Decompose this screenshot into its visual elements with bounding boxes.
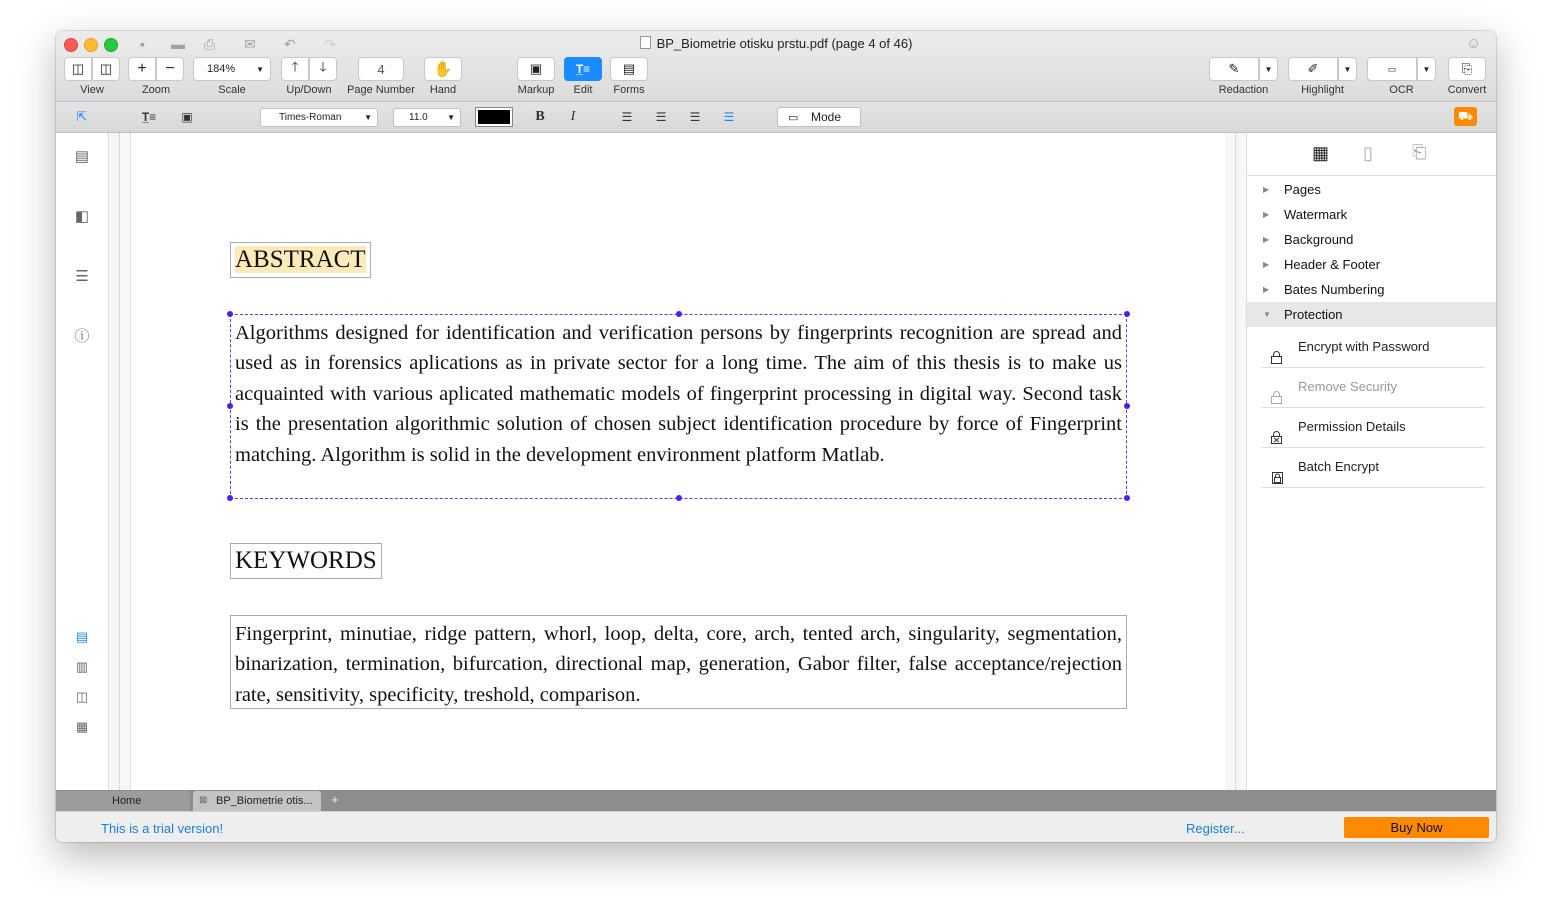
document-tab-bar	[56, 790, 1496, 811]
resize-handle[interactable]	[1124, 403, 1130, 409]
chevron-down-icon: ▼	[256, 64, 264, 74]
open-folder-icon[interactable]: ▬	[171, 36, 185, 52]
ocr-icon: ▭	[1387, 63, 1397, 74]
unlock-icon	[1271, 380, 1282, 393]
keywords-text-box[interactable]	[230, 615, 1127, 709]
hand-label: Hand	[429, 84, 457, 96]
scale-label: Scale	[218, 84, 246, 96]
disclosure-arrow-icon: ▶	[1263, 185, 1270, 194]
forms-icon: ▤	[622, 61, 636, 76]
panel-item-bates-numbering[interactable]	[1247, 277, 1496, 302]
thumbnails-icon[interactable]: ▤	[74, 148, 90, 165]
panel-item-label: Bates Numbering	[1284, 282, 1385, 297]
resize-handle[interactable]	[676, 495, 682, 501]
abstract-text-box[interactable]	[230, 314, 1127, 499]
print-icon[interactable]: ⎙	[204, 36, 216, 52]
scale-value: 184%	[207, 63, 236, 75]
redaction-dropdown[interactable]: ▼	[1259, 57, 1278, 81]
keywords-text: Fingerprint, minutiae, ridge pattern, whorl, loop, delta, core, arch, tented arch, singularity, segmentation, binarization, termination, bifurcation, directional map, generation, Gabor filter, false acceptance/rejection rate, sensitivity, specificity, treshold, comparison.	[235, 623, 1122, 706]
edit-text-icon: T̲≡	[575, 62, 591, 76]
batch-encrypt-label: Batch Encrypt	[1298, 459, 1379, 474]
abstract-text: Algorithms designed for identification and verification persons by fingerprints recognition are spread and used as in forensics aplications as in private sector for a long time. The aim of this thesis is to make us acquainted with various aplicated mathematic models of fingerprint processing in digital way. Second task is the presentation algorithmic solution of chosen subject identification procedure by force of Fingerprint matching. Algorithm is solid in the development environment platform Matlab.	[235, 322, 1122, 466]
page-number-input[interactable]: 4	[358, 57, 404, 81]
two-page-mode-icon[interactable]: ◫	[75, 689, 89, 704]
toolbar	[56, 31, 1496, 102]
mode-label: Mode	[811, 110, 842, 124]
outline-list-icon[interactable]: ☰	[75, 268, 89, 285]
align-left-icon[interactable]: ☰	[621, 110, 633, 124]
format-bar	[56, 102, 1496, 133]
bookmarks-icon[interactable]: ◧	[74, 208, 90, 225]
resize-handle[interactable]	[227, 403, 233, 409]
redaction-button[interactable]	[1209, 57, 1259, 81]
abstract-heading[interactable]	[230, 242, 371, 278]
trial-notice: This is a trial version!	[101, 821, 224, 836]
page-down-button[interactable]: 🡓	[309, 57, 337, 81]
updown-label: Up/Down	[286, 84, 332, 96]
mode-icon: ▭	[788, 111, 799, 124]
right-ruler	[1225, 133, 1246, 790]
text-color-swatch[interactable]	[475, 107, 513, 127]
align-center-icon[interactable]: ☰	[655, 110, 667, 124]
disclosure-arrow-icon: ▶	[1263, 260, 1270, 269]
tab-document-label: BP_Biometrie otis...	[216, 795, 313, 807]
abstract-heading-text: ABSTRACT	[235, 246, 366, 273]
left-ruler	[109, 133, 130, 790]
chevron-down-icon: ▼	[447, 113, 455, 122]
resize-handle[interactable]	[1124, 495, 1130, 501]
panel-item-header-footer[interactable]	[1247, 252, 1496, 277]
view-label: View	[80, 84, 104, 96]
disclosure-arrow-icon: ▶	[1263, 210, 1270, 219]
panel-item-label: Pages	[1284, 182, 1321, 197]
store-cart-button[interactable]	[1454, 107, 1477, 126]
encrypt-with-password-label: Encrypt with Password	[1298, 339, 1430, 354]
font-size-select[interactable]	[393, 108, 461, 127]
convert-button[interactable]	[1448, 57, 1486, 81]
document-properties-tab-icon[interactable]: ▯	[1363, 143, 1373, 163]
window-title-text: BP_Biometrie otisku prstu.pdf (page 4 of 46)	[656, 36, 913, 51]
info-icon[interactable]: ⓘ	[74, 328, 90, 345]
add-image-icon[interactable]: ▣	[181, 110, 193, 124]
continuous-mode-icon[interactable]: ▥	[75, 659, 89, 674]
resize-handle[interactable]	[1124, 311, 1130, 317]
disclosure-arrow-icon: ▶	[1263, 235, 1270, 244]
batch-encrypt-item[interactable]	[1261, 447, 1485, 488]
buy-now-button[interactable]: Buy Now	[1344, 817, 1489, 838]
app-window	[56, 31, 1496, 842]
ocr-dropdown[interactable]: ▼	[1417, 57, 1436, 81]
two-page-continuous-mode-icon[interactable]: ▦	[75, 719, 89, 734]
tab-home-label: Home	[112, 795, 142, 807]
panel-item-label: Header & Footer	[1284, 257, 1381, 272]
disclosure-arrow-icon: ▶	[1263, 285, 1270, 294]
panel-item-background[interactable]	[1247, 227, 1496, 252]
undo-icon[interactable]: ↶	[284, 36, 296, 52]
bold-button[interactable]: B	[535, 109, 545, 124]
forms-label: Forms	[613, 84, 645, 96]
font-family-select[interactable]	[260, 108, 378, 127]
keywords-heading-text: KEYWORDS	[235, 547, 377, 574]
resize-handle[interactable]	[227, 495, 233, 501]
chevron-down-icon: ▼	[364, 113, 372, 122]
add-tab-button[interactable]: +	[331, 792, 339, 807]
single-page-view-button[interactable]: ◫	[64, 57, 92, 81]
keywords-heading[interactable]	[230, 543, 382, 579]
document-canvas[interactable]	[130, 133, 1227, 790]
single-page-mode-icon[interactable]: ▤	[75, 629, 89, 644]
markup-icon: ▣	[529, 61, 543, 76]
align-justify-icon[interactable]: ☰	[723, 110, 735, 124]
page-number-label: Page Number	[347, 84, 415, 96]
permission-details-item[interactable]	[1261, 407, 1485, 448]
font-size-value: 11.0	[409, 112, 428, 123]
remove-security-item[interactable]	[1261, 367, 1485, 408]
save-icon[interactable]: ▪	[140, 36, 145, 52]
page-tools-tab-icon[interactable]: ▦	[1312, 143, 1330, 163]
document-icon	[640, 36, 651, 49]
panel-item-label: Background	[1284, 232, 1354, 247]
lock-icon	[1271, 340, 1282, 353]
remove-security-label: Remove Security	[1298, 379, 1397, 394]
disclosure-arrow-expanded-icon: ▼	[1263, 310, 1271, 319]
email-icon[interactable]: ✉	[244, 36, 256, 52]
page-up-button[interactable]: 🡑	[281, 57, 309, 81]
highlight-label: Highlight	[1301, 84, 1344, 96]
highlight-button[interactable]	[1288, 57, 1338, 81]
resize-handle[interactable]	[227, 311, 233, 317]
batch-lock-icon	[1271, 460, 1282, 473]
resize-handle[interactable]	[676, 311, 682, 317]
mode-button[interactable]	[777, 107, 861, 127]
feedback-smiley-icon[interactable]: ☺	[1466, 35, 1482, 52]
right-panel	[1246, 133, 1496, 790]
export-tab-icon[interactable]: ⎗	[1412, 142, 1427, 162]
markup-label: Markup	[517, 84, 555, 96]
encrypt-with-password-item[interactable]	[1261, 327, 1485, 368]
status-bar	[56, 811, 1496, 842]
panel-item-watermark[interactable]	[1247, 202, 1496, 227]
zoom-in-button[interactable]: +	[128, 57, 156, 81]
register-link[interactable]: Register...	[1186, 821, 1245, 836]
panel-item-label: Watermark	[1284, 207, 1348, 222]
edit-button[interactable]	[564, 57, 602, 81]
permission-lock-icon	[1271, 420, 1282, 433]
select-tool-icon[interactable]: ⇱	[76, 109, 88, 124]
window-title	[56, 36, 1496, 51]
ocr-button[interactable]	[1367, 57, 1417, 81]
convert-label: Convert	[1447, 84, 1487, 96]
redaction-label: Redaction	[1218, 84, 1269, 96]
ocr-label: OCR	[1389, 84, 1414, 96]
add-text-icon[interactable]: T̲≡	[141, 110, 157, 124]
scale-select[interactable]	[193, 57, 271, 81]
cart-icon: ⛟	[1457, 109, 1474, 123]
panel-item-pages[interactable]	[1247, 177, 1496, 202]
font-family-value: Times-Roman	[279, 112, 342, 123]
highlighter-icon: ✐	[1307, 61, 1319, 76]
redo-icon[interactable]: ↷	[324, 36, 336, 52]
tab-document[interactable]	[193, 791, 321, 811]
zoom-label: Zoom	[141, 84, 171, 96]
right-panel-tabs	[1247, 133, 1496, 176]
panel-item-protection[interactable]	[1247, 302, 1496, 327]
text-color-fill	[478, 110, 510, 124]
panel-item-label: Protection	[1284, 307, 1343, 322]
close-tab-icon[interactable]: ⊠	[199, 795, 208, 806]
forms-button[interactable]	[610, 57, 648, 81]
permission-details-label: Permission Details	[1298, 419, 1406, 434]
markup-button[interactable]	[517, 57, 555, 81]
highlight-dropdown[interactable]: ▼	[1338, 57, 1357, 81]
left-sidebar	[56, 133, 109, 790]
redaction-icon: ✎	[1228, 61, 1240, 76]
edit-label: Edit	[573, 84, 593, 96]
two-page-view-button[interactable]: ◫	[92, 57, 120, 81]
hand-tool-button[interactable]: ✋	[424, 57, 462, 81]
tab-home[interactable]	[56, 791, 190, 811]
italic-button[interactable]: I	[570, 109, 576, 124]
convert-icon: ⎘	[1461, 61, 1473, 76]
zoom-out-button[interactable]: −	[156, 57, 184, 81]
align-right-icon[interactable]: ☰	[689, 110, 701, 124]
